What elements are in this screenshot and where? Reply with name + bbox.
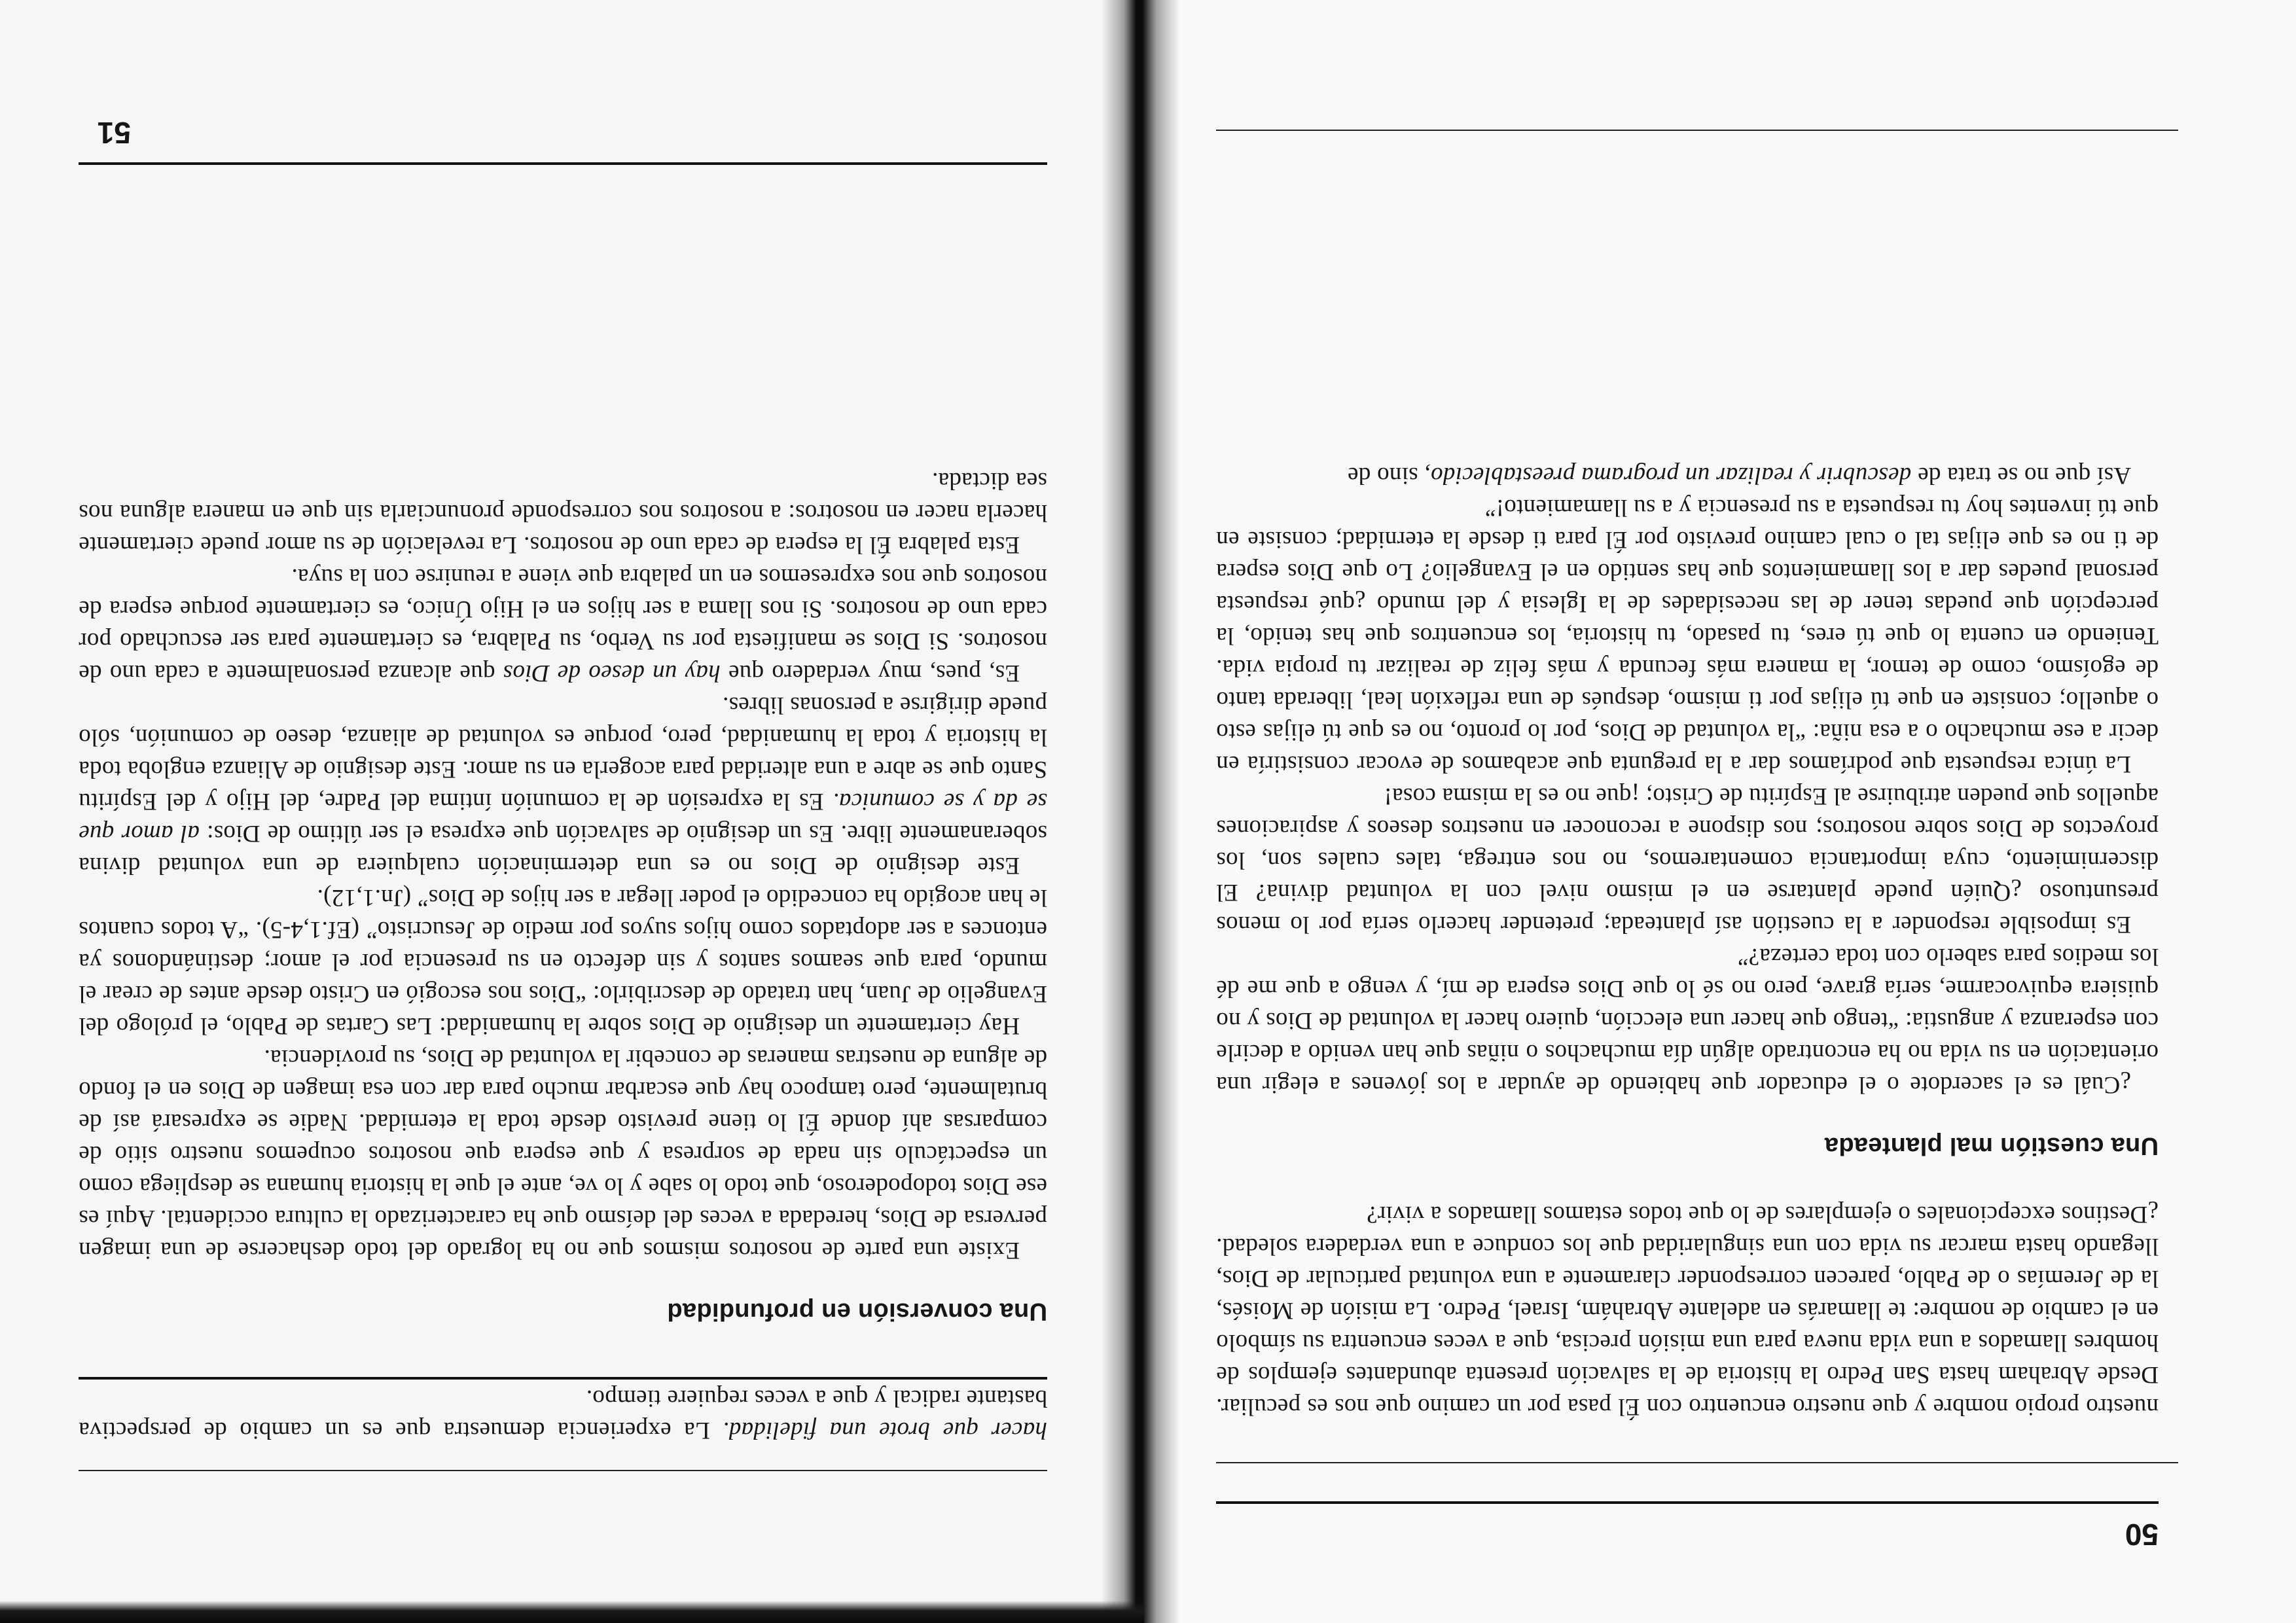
- paragraph: Es imposible responder a la cuestión así planteada; pretender hacerlo sería por lo menos presuntuoso ¿Quién puede plantarse en el mismo nivel con la voluntad divina? El discernimiento, cuya importancia comentaremos, no nos entrega, tales cuales son, los proyectos de Dios sobre nosotros; nos dispone a reconocer en nuestros deseos y aspiraciones aquellos que pueden atribuirse al Espíritu de Cristo; ¡que no es la misma cosa!: [1216, 783, 2159, 938]
- scan-edge-shadow: [0, 1601, 1144, 1623]
- book-gutter-shadow: [1102, 0, 1180, 1623]
- text-run: Este designio de Dios no es una determinación cualquiera de una voluntad divina soberanamente libre. Es un designio de salvación que expresa el ser último de Dios:: [79, 820, 1047, 879]
- page-50: [1170, 0, 2296, 1623]
- paragraph: La única respuesta que podríamos dar a la pregunta que acabamos de evocar consistiría en decir a ese muchacho o a esa niña: “la voluntad de Dios, por lo pronto, no es que tú elijas esto o aquello; consiste en que tú elijas por ti mismo, después de una reflexión leal, liberada tanto de egoísmo, como de temor, la manera más fecunda y más feliz de realizar tu propia vida. Teniendo en cuenta lo que tú eres, tu pasado, tu historia, los encuentros que has tenido, la percepción que puedas tener de las necesidades de la Iglesia y del mundo ¿qué respuesta personal puedes dar a los llamamientos que has sentido en el Evangelio? Lo que Dios espera de ti no es que elijas tal o cual camino previsto por Él para ti desde la eternidad; consiste en que tú inventes hoy tu respuesta a su presencia y a su llamamiento!”: [1216, 494, 2159, 777]
- paragraph: [79, 1382, 1047, 1446]
- text-run: sino de: [1347, 462, 1425, 489]
- paragraph: [79, 561, 1047, 689]
- paragraph: Esta palabra Él la espera de cada uno de nosotros. La revelación de su amor puede ciertamente hacerla nacer en nosotros: a nosotros nos corresponde pronunciarla sin que en manera alguna nos sea dictada.: [79, 467, 1047, 558]
- section-heading: Una conversión en profundidad: [667, 1298, 1047, 1325]
- footer-rule: [79, 162, 1047, 165]
- text-run: Así que no se trata de: [1911, 462, 2131, 489]
- text-run: La experiencia demuestra que es un cambio de perspectiva bastante radical y que a veces requiere tiempo.: [78, 1385, 1047, 1444]
- page-50-text: [1216, 459, 2159, 1423]
- header-rule: [1216, 1501, 2159, 1504]
- paragraph: [1216, 459, 2159, 491]
- italic-run: al amor que se da y se comunica.: [79, 788, 1047, 847]
- page-51-text: [79, 465, 1047, 1446]
- page-51: [0, 0, 1126, 1623]
- paragraph: Hay ciertamente un designio de Dios sobre la humanidad: Las Cartas de Pablo, el prólogo del Evangelio de Juan, han tratado de describirlo: “Dios nos escogió en Cristo desde antes de crear el mundo, para que seamos santos y sin defecto en su presencia por el amor; destinándonos ya entonces a ser adoptados como hijos suyos por medio de Jesucristo” (Ef.1,4-5). “A todos cuantos le han acogido ha concedido el poder llegar a ser hijos de Dios” (Jn.1,12).: [79, 884, 1047, 1039]
- bottom-rule: [1216, 130, 2178, 131]
- text-run: Es la expresión de la comunión íntima del Padre, del Hijo y del Espíritu Santo que se abre a una alteridad para acogerla en su amor. Este designio de Alianza engloba toda la historia y toda la humanidad, pero, porque es voluntad de alianza, deseo de comunión, sólo puede dirigirse a personas libres.: [79, 692, 1047, 815]
- section-heading: Una cuestión mal planteada: [1824, 1132, 2159, 1160]
- page-number: 50: [2125, 1518, 2159, 1552]
- paragraph: Existe una parte de nosotros mismos que no ha logrado del todo deshacerse de una imagen perversa de Dios, heredada a veces del deísmo que ha caracterizado la cultura occidental. Aquí es ese Dios todopoderoso, que todo lo sabe y lo ve, ante el que la historia humana se despliega como un espectáculo sin nada de sorpresa y que espera que nosotros ocupemos nuestro sitio de comparsas ahí donde Él lo tiene previsto desde toda la eternidad. Nadie se expresará así de brutalmente, pero tampoco hay que escarbar mucho para dar con esa imagen de Dios en el fondo de alguna de nuestras maneras de concebir la voluntad de Dios, su providencia.: [79, 1044, 1047, 1264]
- italic-run: descubrir y realizar un programa preestablecido,: [1424, 462, 1912, 489]
- top-rule: [1216, 1462, 2178, 1463]
- text-run: que alcanza personalmente a cada uno de nosotros. Si Dios se manifiesta por su Verbo, su Palabra, es ciertamente para ser escuchado por cada uno de nosotros. Si nos llama a ser hijos en el Hijo Único, es ciertamente porque espera de nosotros que nos expresemos en un palabra que viene a reunirse con la suya.: [79, 563, 1047, 687]
- italic-run: hay un deseo de Dios: [503, 660, 721, 687]
- italic-run: hacer que brote una fidelidad.: [722, 1417, 1047, 1444]
- text-run: Es, pues, muy verdadero que: [720, 660, 1020, 687]
- paragraph: ¿Cuál es el sacerdote o el educador que habiendo de ayudar a los jóvenes a elegir una orientación en su vida no ha encontrado algún día muchachos o niñas que han venido a decirle con esperanza y angustia: “tengo que hacer una elección, quiero hacer la voluntad de Dios y no quisiera equivocarme, sería grave, pero no sé lo que Dios espera de mí, y vengo a que me dé los medios para saberlo con toda certeza?”: [1216, 943, 2159, 1098]
- paragraph: nuestro propio nombre y que nuestro encuentro con Él pasa por un camino que nos es peculiar. Desde Abraham hasta San Pedro la historia de la salvación presenta abundantes ejemplos de hombres llamados a una vida nueva para una misión precisa, que a veces encuentra su símbolo en el cambio de nombre: te llamarás en adelante Abrahám, Israel, Pedro. La misión de Moisés, la de Jeremías o de Pablo, parecen corresponder claramente a una voluntad particular de Dios, llegando hasta marcar su vida con una singularidad que los conduce a una verdadera soledad. ¿Destinos excepcionales o ejemplares de lo que todos estamos llamados a vivir?: [1216, 1201, 2159, 1420]
- top-rule: [79, 1470, 1047, 1471]
- paragraph: [79, 689, 1047, 882]
- page-number: 51: [97, 116, 131, 150]
